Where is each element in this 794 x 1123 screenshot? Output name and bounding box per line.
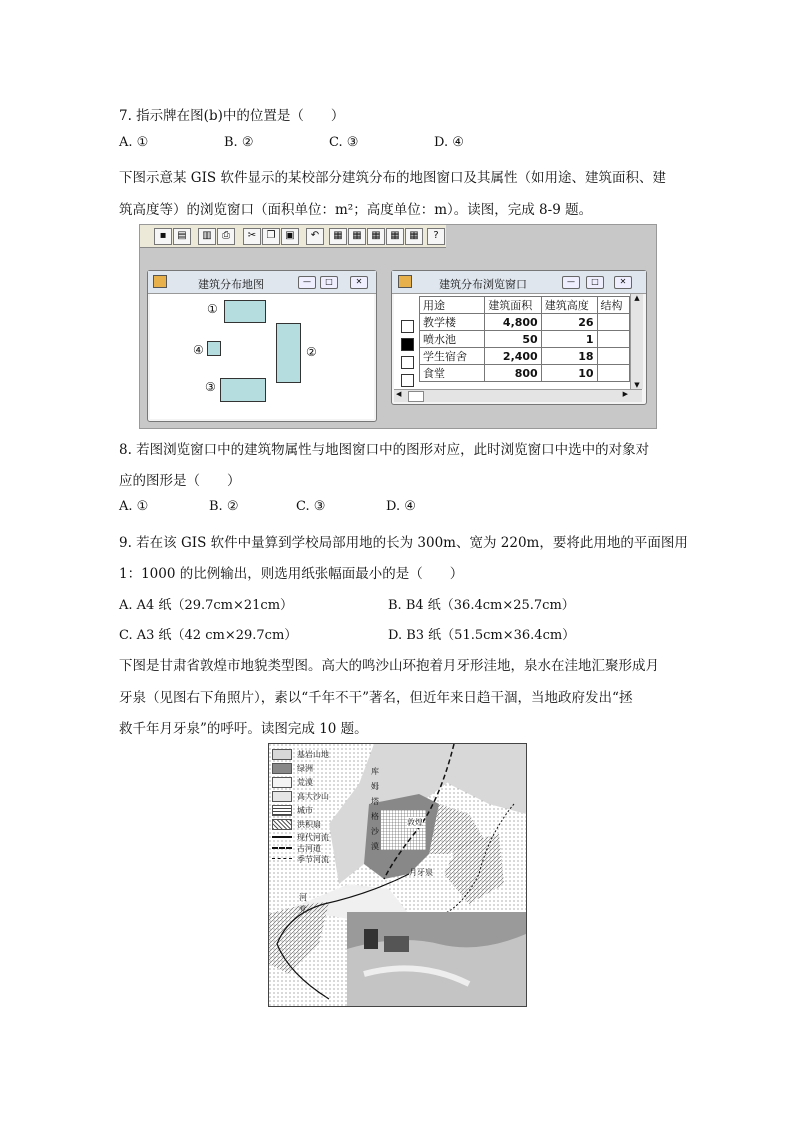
intro-8-9-line2: 筑高度等）的浏览窗口（面积单位：m²；高度单位：m）。读图，完成 8-9 题。	[119, 202, 593, 218]
legend-item: 洪积扇	[272, 817, 344, 831]
row-select-2[interactable]	[401, 338, 414, 351]
q8-option-b[interactable]: B. ②	[209, 499, 239, 514]
cell-structure	[597, 331, 630, 348]
map-window	[147, 270, 377, 422]
question-8-line2: 应的图形是（ ）	[119, 473, 241, 489]
building-4[interactable]	[207, 341, 221, 356]
label-2: ②	[306, 345, 317, 359]
question-9-line2: 1：1000 的比例输出，则选用纸张幅面最小的是（ ）	[119, 566, 464, 582]
print-preview-icon[interactable]: ▥	[198, 228, 216, 245]
cell-height: 18	[541, 348, 597, 365]
row-select-4[interactable]	[401, 374, 414, 387]
building-1[interactable]	[224, 300, 266, 323]
cell-area: 800	[485, 365, 541, 382]
q7-option-c[interactable]: C. ③	[329, 135, 359, 150]
intro-10-line2: 牙泉（见图右下角照片），素以“千年不干”著名，但近年来日趋干涸，当地政府发出“拯	[119, 690, 633, 706]
legend-item: 城市	[272, 803, 344, 817]
city-label: 敦煌	[407, 818, 423, 827]
label-3: ③	[205, 380, 216, 394]
q8-option-c[interactable]: C. ③	[296, 499, 326, 514]
cell-area: 4,800	[485, 314, 541, 331]
header-structure[interactable]: 结构	[597, 297, 630, 314]
q7-option-a[interactable]: A. ①	[119, 135, 149, 150]
legend-item: 古河道	[272, 842, 344, 853]
window-icon[interactable]: ▤	[173, 228, 191, 245]
print-icon[interactable]: ⎙	[217, 228, 235, 245]
label-1: ①	[207, 302, 218, 316]
header-use[interactable]: 用途	[420, 297, 485, 314]
layout4-icon[interactable]: ▦	[386, 228, 404, 245]
browse-maximize-button[interactable]: □	[586, 276, 604, 289]
building-2[interactable]	[276, 323, 301, 383]
map-window-title: 建筑分布地图	[198, 278, 264, 291]
cell-height: 26	[541, 314, 597, 331]
intro-10-line3: 救千年月牙泉”的呼吁。读图完成 10 题。	[119, 721, 368, 737]
cell-area: 2,400	[485, 348, 541, 365]
map-legend	[272, 747, 344, 864]
scroll-left-icon[interactable]: ◀	[396, 390, 402, 398]
q9-option-c[interactable]: C. A3 纸（42 cm×29.7cm）	[119, 628, 298, 643]
attribute-table	[419, 296, 630, 382]
browse-window	[391, 270, 647, 405]
help-icon[interactable]: ?	[427, 228, 445, 245]
table-row[interactable]	[420, 314, 630, 331]
q9-option-a[interactable]: A. A4 纸（29.7cm×21cm）	[119, 598, 294, 613]
building-3[interactable]	[220, 378, 266, 402]
legend-item: 高大沙山	[272, 789, 344, 803]
cell-use: 学生宿舍	[420, 348, 485, 365]
table-header-row	[420, 297, 630, 314]
map-canvas[interactable]	[150, 294, 374, 419]
cell-use: 食堂	[420, 365, 485, 382]
cell-height: 10	[541, 365, 597, 382]
close-button[interactable]: ✕	[350, 276, 368, 289]
cell-structure	[597, 348, 630, 365]
question-9-line1: 9. 若在该 GIS 软件中量算到学校局部用地的长为 300m、宽为 220m，要将此用地的平面图用	[119, 535, 688, 551]
label-4: ④	[193, 343, 204, 357]
scroll-up-icon[interactable]: ▲	[634, 294, 640, 302]
browse-grid-area	[394, 294, 630, 389]
row-select-1[interactable]	[401, 320, 414, 333]
cell-structure	[597, 314, 630, 331]
browse-close-button[interactable]: ✕	[614, 276, 632, 289]
header-height[interactable]: 建筑高度	[541, 297, 597, 314]
header-area[interactable]: 建筑面积	[485, 297, 541, 314]
q7-option-b[interactable]: B. ②	[224, 135, 254, 150]
paste-icon[interactable]: ▣	[281, 228, 299, 245]
scroll-right-icon[interactable]: ▶	[622, 390, 628, 398]
q9-option-d[interactable]: D. B3 纸（51.5cm×36.4cm）	[388, 628, 576, 643]
gis-toolbar	[140, 225, 446, 248]
legend-item: 季节河流	[272, 853, 344, 864]
spring-label: 月牙泉	[409, 868, 433, 877]
cell-area: 50	[485, 331, 541, 348]
intro-10-line1: 下图是甘肃省敦煌市地貌类型图。高大的鸣沙山环抱着月牙形洼地，泉水在洼地汇聚形成月	[119, 658, 659, 674]
legend-item: 绿洲	[272, 761, 344, 775]
minimize-button[interactable]: —	[298, 276, 316, 289]
cell-structure	[597, 365, 630, 382]
cell-use: 喷水池	[420, 331, 485, 348]
desert-name-label: 库 姆 塔 格 沙 漠	[371, 767, 379, 851]
scroll-down-icon[interactable]: ▼	[634, 381, 640, 389]
q8-option-d[interactable]: D. ④	[386, 499, 416, 514]
cell-height: 1	[541, 331, 597, 348]
undo-icon[interactable]: ↶	[306, 228, 324, 245]
maximize-button[interactable]: □	[320, 276, 338, 289]
q7-option-d[interactable]: D. ④	[434, 135, 464, 150]
question-8-line1: 8. 若图浏览窗口中的建筑物属性与地图窗口中的图形对应，此时浏览窗口中选中的对象对	[119, 442, 650, 458]
table-row[interactable]	[420, 348, 630, 365]
copy-icon[interactable]: ❐	[262, 228, 280, 245]
intro-8-9-line1: 下图示意某 GIS 软件显示的某校部分建筑分布的地图窗口及其属性（如用途、建筑面积、建	[119, 170, 666, 186]
river-label: 河 党	[299, 893, 307, 914]
layout1-icon[interactable]: ▦	[329, 228, 347, 245]
row-select-3[interactable]	[401, 356, 414, 369]
layout5-icon[interactable]: ▦	[405, 228, 423, 245]
browse-window-title: 建筑分布浏览窗口	[439, 278, 527, 291]
table-row[interactable]	[420, 331, 630, 348]
horizontal-scrollbar[interactable]	[394, 389, 642, 402]
browse-minimize-button[interactable]: —	[562, 276, 580, 289]
legend-item: 现代河流	[272, 831, 344, 842]
layout2-icon[interactable]: ▦	[348, 228, 366, 245]
q8-option-a[interactable]: A. ①	[119, 499, 149, 514]
save-icon[interactable]: ▪	[154, 228, 172, 245]
browse-window-titlebar[interactable]	[392, 271, 646, 294]
cut-icon[interactable]: ✂	[243, 228, 261, 245]
browse-window-icon	[398, 275, 412, 288]
question-7-stem: 7. 指示牌在图(b)中的位置是（ ）	[119, 108, 345, 124]
dunhuang-landform-map	[268, 743, 527, 1007]
legend-item: 基岩山地	[272, 747, 344, 761]
table-row[interactable]	[420, 365, 630, 382]
vertical-scrollbar[interactable]	[630, 294, 643, 389]
legend-item: 荒漠	[272, 775, 344, 789]
map-window-icon	[153, 275, 167, 288]
scroll-thumb[interactable]	[408, 391, 424, 402]
city-area	[381, 810, 426, 850]
map-window-titlebar[interactable]	[148, 271, 376, 294]
gis-screenshot	[139, 224, 657, 429]
layout3-icon[interactable]: ▦	[367, 228, 385, 245]
q9-option-b[interactable]: B. B4 纸（36.4cm×25.7cm）	[388, 598, 575, 613]
cell-use: 教学楼	[420, 314, 485, 331]
